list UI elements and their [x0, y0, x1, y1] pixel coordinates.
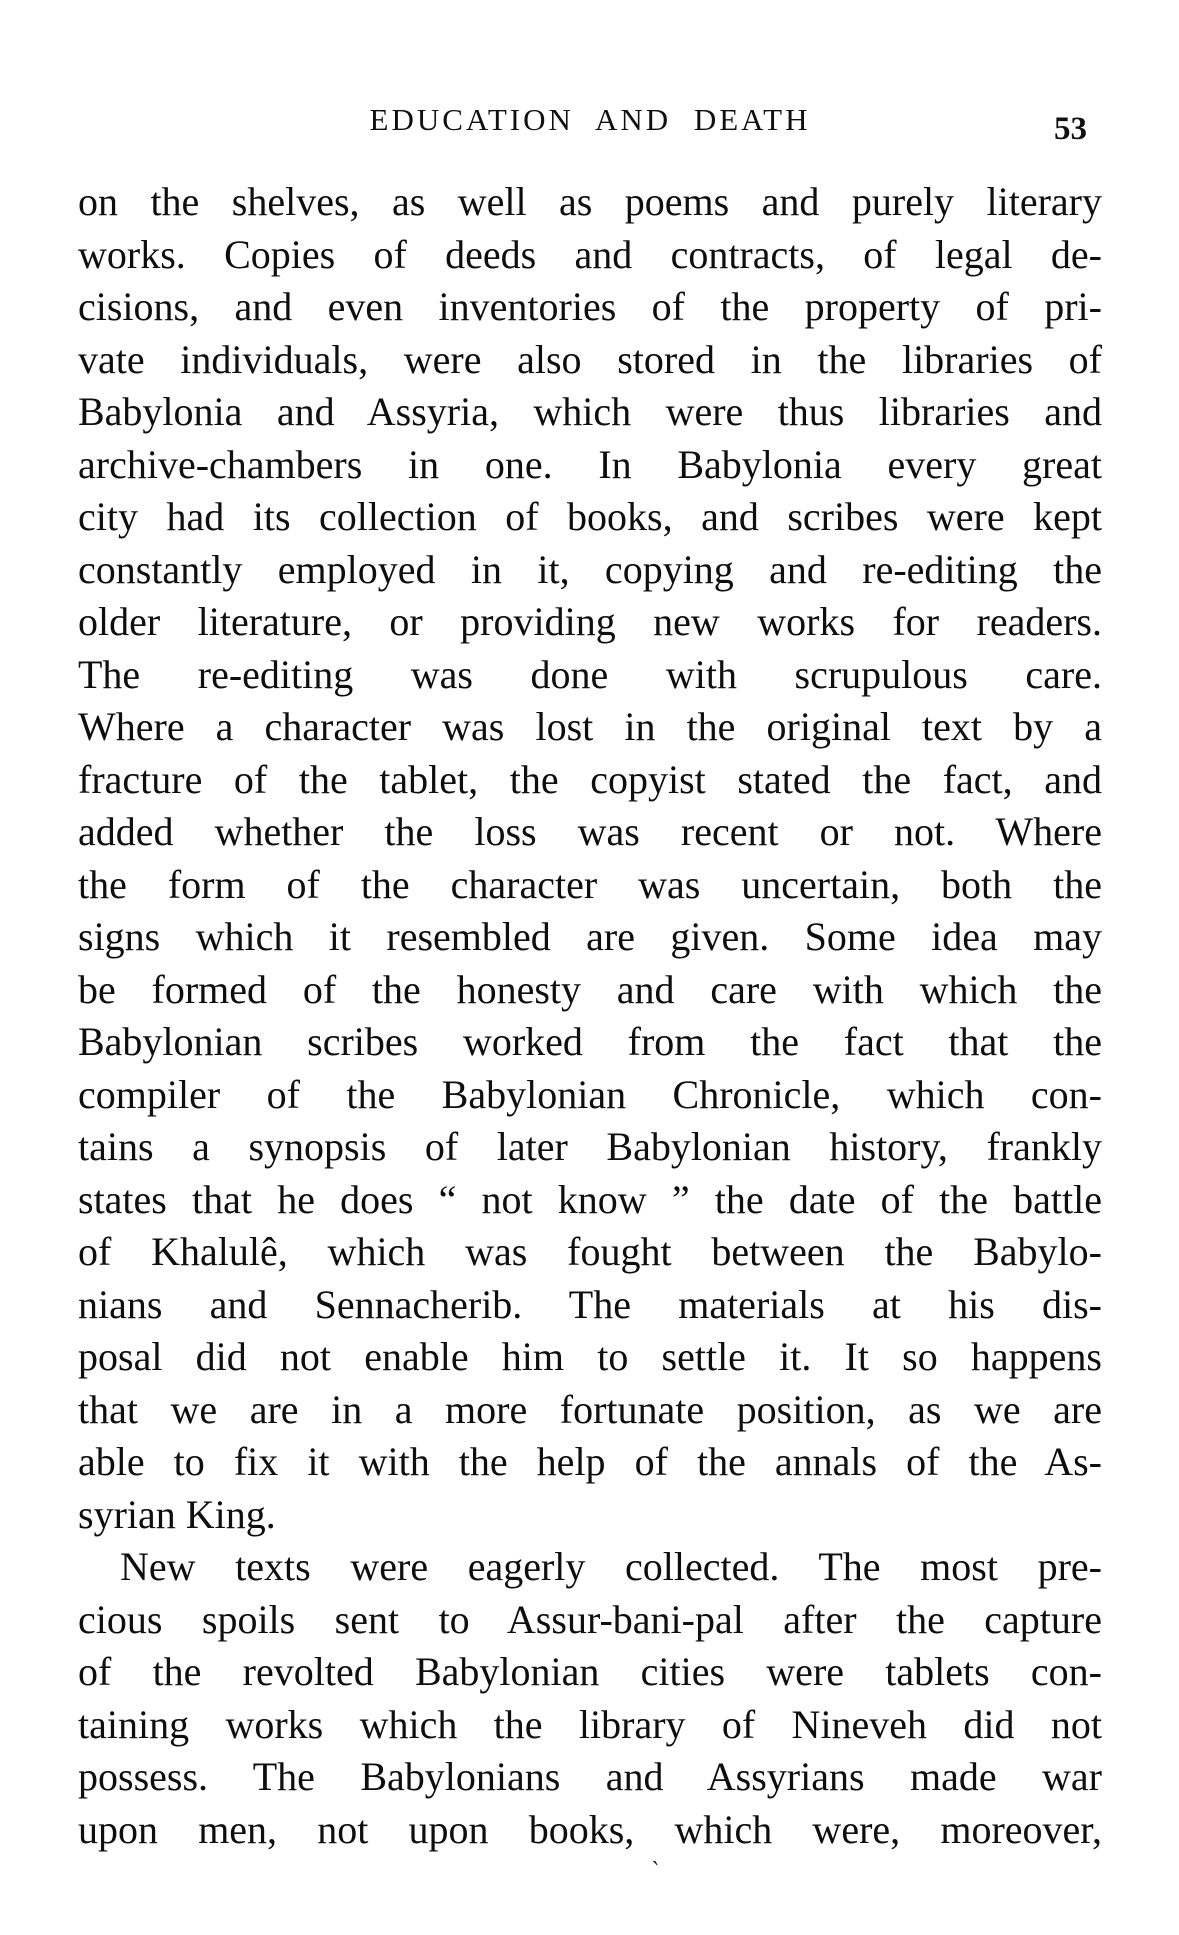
running-head-title: EDUCATION AND DEATH — [369, 102, 811, 137]
text-line: The re-editing was done with scrupulous care. — [78, 651, 1102, 697]
text-line: syrian King. — [78, 1491, 276, 1537]
text-line: signs which it resembled are given. Some idea may — [78, 914, 1102, 959]
page-number: 53 — [1054, 111, 1087, 147]
text-line: constantly employed in it, copying and re-editing the — [78, 546, 1102, 592]
text-line: nians and Sennacherib. The materials at his dis- — [78, 1281, 1102, 1327]
text-line: older literature, or providing new works for readers. — [78, 599, 1102, 644]
text-line: posal did not enable him to settle it. It so happens — [78, 1334, 1102, 1379]
text-line: Babylonia and Assyria, which were thus libraries and — [78, 389, 1102, 434]
text-line: tains a synopsis of later Babylonian history, frankly — [78, 1124, 1102, 1169]
text-line: vate individuals, were also stored in the libraries of — [78, 336, 1102, 382]
text-line: on the shelves, as well as poems and purely literary — [78, 179, 1102, 224]
text-line: Babylonian scribes worked from the fact that the — [78, 1019, 1102, 1064]
text-line: upon men, not upon books, which were, moreover, — [78, 1806, 1102, 1852]
text-line: Where a character was lost in the original text by a — [78, 704, 1102, 749]
text-line: of Khalulê, which was fought between the Babylo- — [78, 1229, 1102, 1274]
text-line: archive-chambers in one. In Babylonia every great — [78, 441, 1102, 487]
paragraph — [78, 1541, 1102, 1856]
text-line: compiler of the Babylonian Chronicle, which con- — [78, 1071, 1102, 1117]
text-column — [78, 176, 1102, 1856]
text-line: works. Copies of deeds and contracts, of legal de- — [78, 231, 1102, 277]
text-line: city had its collection of books, and scribes were kept — [78, 494, 1102, 539]
text-line: able to fix it with the help of the annals of the As- — [78, 1439, 1102, 1484]
text-line: taining works which the library of Nineveh did not — [78, 1701, 1102, 1747]
text-line: New texts were eagerly collected. The most pre- — [120, 1544, 1102, 1589]
text-line: cisions, and even inventories of the property of pri- — [78, 284, 1102, 329]
scan-artifact-mark: ˋ — [648, 1855, 661, 1886]
text-line: of the revolted Babylonian cities were tablets con- — [78, 1649, 1102, 1694]
text-line: be formed of the honesty and care with which the — [78, 966, 1102, 1012]
page-header — [78, 98, 1102, 154]
text-line: possess. The Babylonians and Assyrians made war — [78, 1754, 1102, 1799]
text-line: added whether the loss was recent or not. Where — [78, 809, 1102, 854]
text-line: the form of the character was uncertain, both the — [78, 861, 1102, 907]
text-line: states that he does “ not know ” the date of the battle — [78, 1176, 1102, 1222]
text-line: fracture of the tablet, the copyist stated the fact, and — [78, 756, 1102, 802]
text-line: that we are in a more fortunate position, as we are — [78, 1386, 1102, 1432]
text-line: cious spoils sent to Assur-bani-pal after the capture — [78, 1596, 1102, 1642]
paragraph — [78, 176, 1102, 1541]
